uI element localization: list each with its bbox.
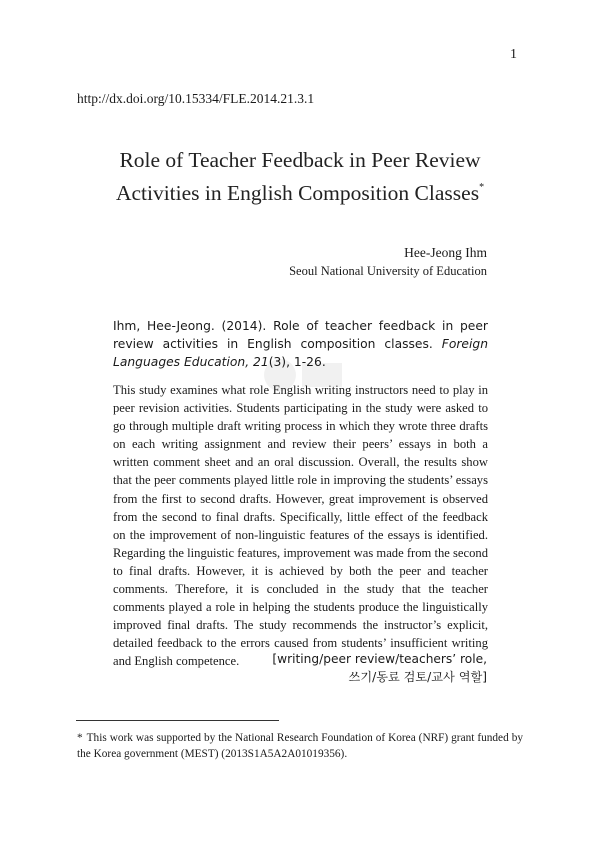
citation-journal: Foreign Languages Education, 21 [113,337,488,369]
abstract: This study examines what role English writing instructors need to play in peer revision activities. Students participating in the study were asked to go through multiple draft writing process in which they wrote three drafts on each writing assignment and review their peers’ essays in both a written comment sheet and an oral discussion. Overall, the results show that the peer comments played little role in improving the students’ essays from the first to second drafts. However, great improvement is observed from the second to final drafts. Specifically, little effect of the feedback on the improvement of non-linguistic features of the essays is identified. Regarding the linguistic features, improvement was made from the second to final drafts. However, it is achieved by both the peer and teacher comments. Therefore, it is concluded in the study that the teacher comments played a role in helping the students produce the linguistically improved final drafts. The study recommends the instructor’s explicit, detailed feedback to the errors caused from students’ insufficient writing and English competence. [113,383,488,669]
footnote [77,730,523,762]
footnote-text: This work was supported by the National Research Foundation of Korea (NRF) grant funded by the Korea government (MEST) (2013S1A5A2A01019356). [77,732,523,760]
footnote-divider [76,720,279,721]
paper-title [60,146,540,208]
doi-link[interactable]: http://dx.doi.org/10.15334/FLE.2014.21.3.1 [77,91,315,106]
author-name: Hee-Jeong Ihm [404,245,487,260]
title-footnote-marker: * [479,182,485,193]
title-line-1: Role of Teacher Feedback in Peer Review [119,148,481,172]
citation-text: Ihm, Hee-Jeong. (2014). Role of teacher feedback in peer review activities in English composition classes. [113,319,488,351]
title-line-2 [60,175,540,208]
keywords [187,650,487,686]
author-block [289,243,487,281]
page-number: 1 [510,47,517,62]
keywords-line-1: [writing/peer review/teachers’ role, [272,652,487,666]
author-affiliation: Seoul National University of Education [289,264,487,278]
keywords-line-2: 쓰기/동료 검토/교사 역할] [348,670,487,684]
title-line-2-text: Activities in English Composition Classes [115,181,480,206]
citation-issue-pages: (3), 1-26. [268,355,326,369]
footnote-marker: * [77,732,83,744]
